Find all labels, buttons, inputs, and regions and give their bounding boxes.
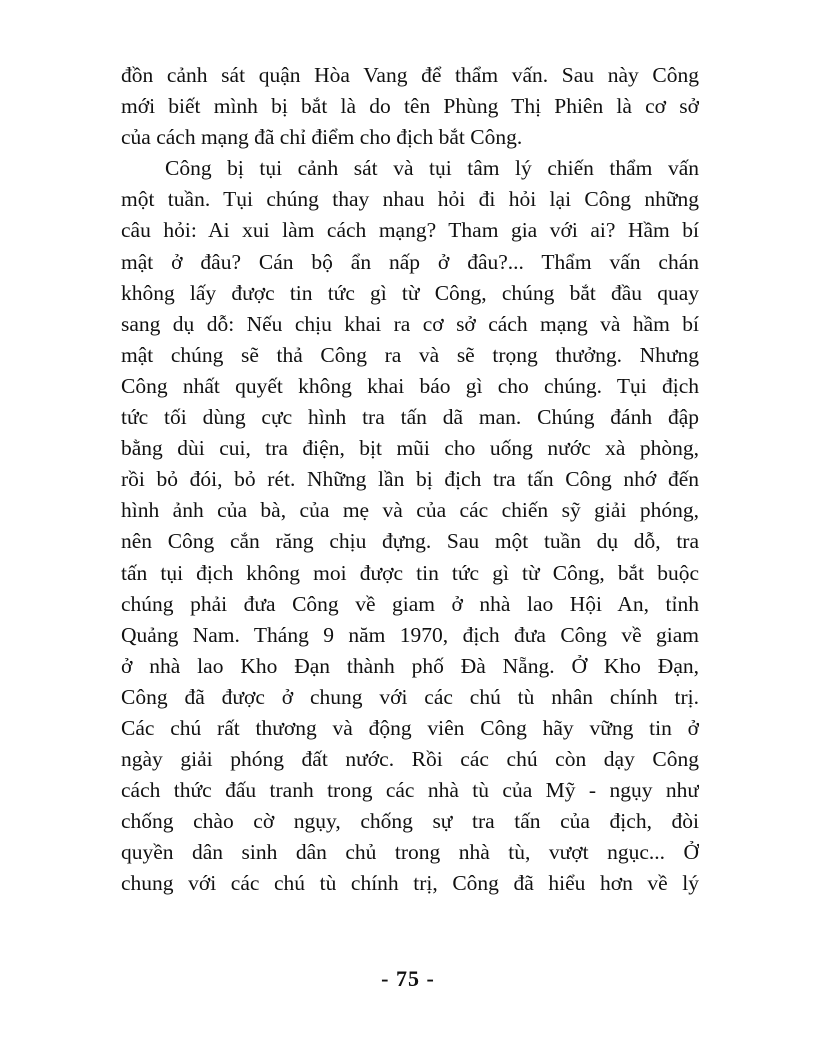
text-line: rồi bỏ đói, bỏ rét. Những lần bị địch tra tấn Công nhớ đến xyxy=(121,467,699,492)
text-line: đồn cảnh sát quận Hòa Vang để thẩm vấn. Sau này Công xyxy=(121,63,699,87)
text-line: nên Công cắn răng chịu đựng. Sau một tuần dụ dỗ, tra xyxy=(121,529,699,554)
text-line: Công đã được ở chung với các chú tù nhân chính trị. xyxy=(121,684,699,709)
page-number: - 75 - xyxy=(381,966,435,991)
text-line: Quảng Nam. Tháng 9 năm 1970, địch đưa Công về giam xyxy=(121,622,699,647)
text-line: bằng dùi cui, tra điện, bịt mũi cho uống nước xà phòng, xyxy=(121,436,699,461)
text-line: một tuần. Tụi chúng thay nhau hỏi đi hỏi lại Công những xyxy=(121,187,699,212)
text-line: mật chúng sẽ thả Công ra và sẽ trọng thưởng. Nhưng xyxy=(121,342,699,367)
text-line: câu hỏi: Ai xui làm cách mạng? Tham gia với ai? Hầm bí xyxy=(121,218,699,243)
body-text xyxy=(121,60,699,900)
text-line: chống chào cờ ngụy, chống sự tra tấn của địch, đòi xyxy=(121,809,699,834)
text-line: Công nhất quyết không khai báo gì cho chúng. Tụi địch xyxy=(121,373,699,398)
text-line: tức tối dùng cực hình tra tấn dã man. Chúng đánh đập xyxy=(121,405,699,430)
text-line: Công bị tụi cảnh sát và tụi tâm lý chiến thẩm vấn xyxy=(165,156,699,181)
text-line: hình ảnh của bà, của mẹ và của các chiến sỹ giải phóng, xyxy=(121,498,699,523)
text-line: ngày giải phóng đất nước. Rồi các chú còn dạy Công xyxy=(121,747,699,772)
text-line: sang dụ dỗ: Nếu chịu khai ra cơ sở cách mạng và hầm bí xyxy=(121,311,699,336)
text-line: của cách mạng đã chỉ điểm cho địch bắt Công. xyxy=(121,125,523,150)
text-line: mật ở đâu? Cán bộ ẩn nấp ở đâu?... Thẩm vấn chán xyxy=(121,249,699,274)
text-line: tấn tụi địch không moi được tin tức gì từ Công, bắt buộc xyxy=(121,560,699,585)
text-line: Các chú rất thương và động viên Công hãy vững tin ở xyxy=(121,715,699,740)
text-line: chung với các chú tù chính trị, Công đã hiểu hơn về lý xyxy=(121,871,699,896)
text-line: chúng phải đưa Công về giam ở nhà lao Hội An, tỉnh xyxy=(121,591,699,616)
text-line: cách thức đấu tranh trong các nhà tù của Mỹ - ngụy như xyxy=(121,778,699,803)
text-line: ở nhà lao Kho Đạn thành phố Đà Nẵng. Ở Kho Đạn, xyxy=(121,653,699,678)
text-line: không lấy được tin tức gì từ Công, chúng bắt đầu quay xyxy=(121,280,699,305)
text-line: mới biết mình bị bắt là do tên Phùng Thị Phiên là cơ sở xyxy=(121,94,699,119)
text-line: quyền dân sinh dân chủ trong nhà tù, vượt ngục... Ở xyxy=(121,840,699,865)
